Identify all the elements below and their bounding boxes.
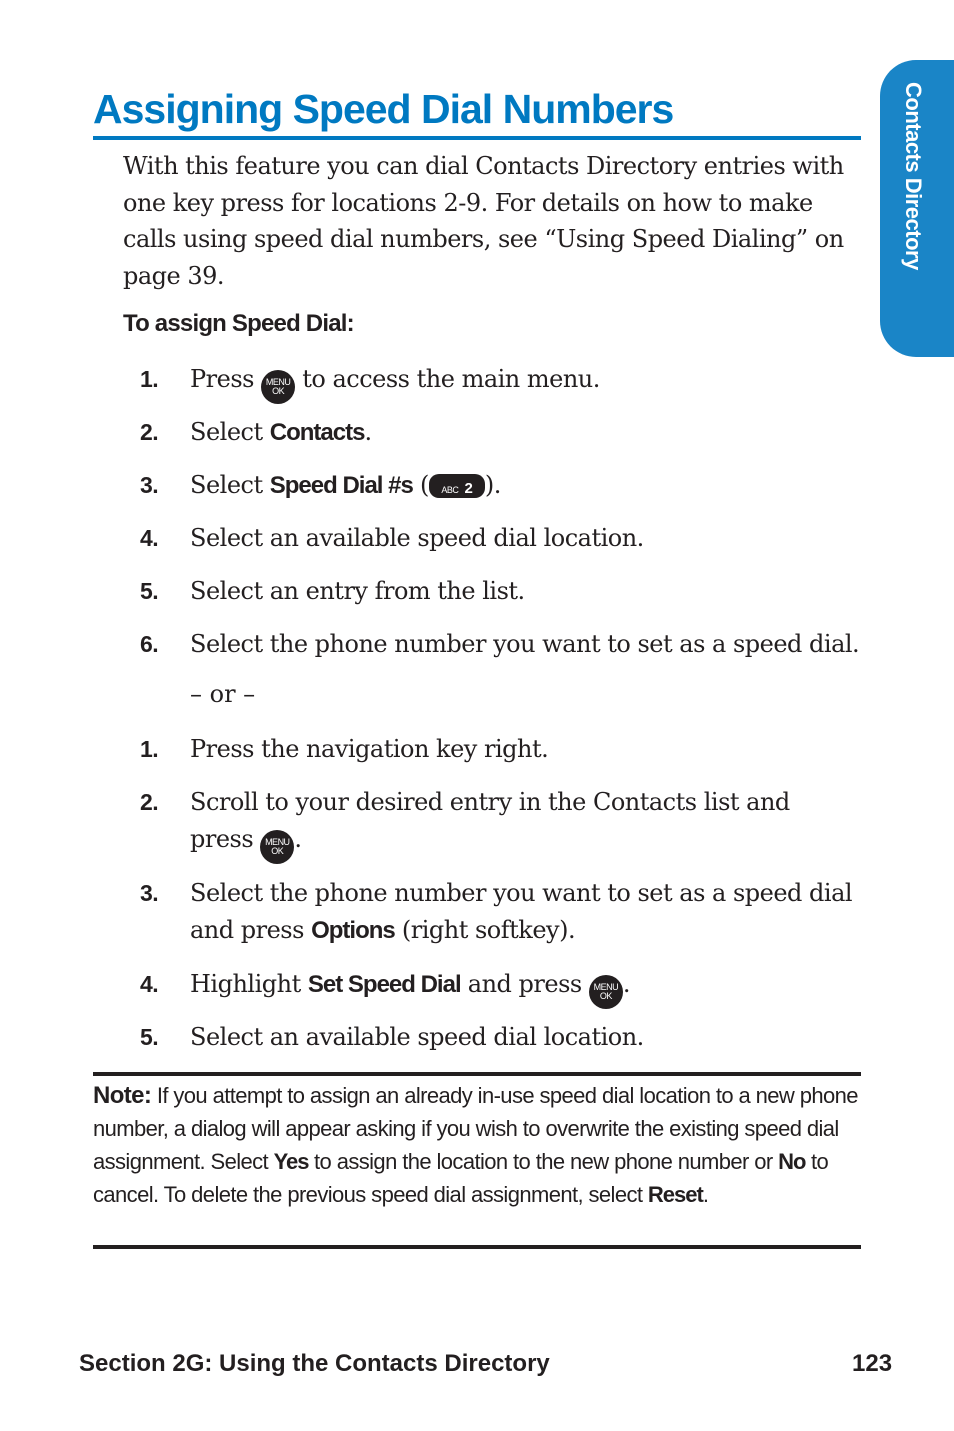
page-title: Assigning Speed Dial Numbers — [93, 84, 861, 140]
menu-ok-key-icon: MENU OK — [260, 830, 294, 864]
section-tab — [880, 60, 954, 357]
step-number: 1. — [140, 736, 159, 762]
step-number: 2. — [140, 789, 159, 815]
step-a5: 5. Select an entry from the list. — [140, 573, 860, 610]
menu-option-speed-dial: Speed Dial #s — [269, 472, 413, 499]
softkey-options: Options — [311, 917, 395, 944]
step-number: 1. — [140, 366, 159, 392]
step-number: 2. — [140, 419, 159, 445]
step-number: 6. — [140, 631, 159, 657]
step-b4: 4. Highlight Set Speed Dial and press MENU OK . — [140, 966, 860, 1009]
step-b3: 3. Select the phone number you want to set as a speed dial and press Options (right softkey). — [140, 875, 860, 949]
menu-ok-key-icon: MENU OK — [589, 975, 623, 1009]
intro-paragraph: With this feature you can dial Contacts Directory entries with one key press for locations 2-9. For details on how to make calls using speed dial numbers, see “Using Speed Dialing” on page 39. — [123, 152, 844, 290]
page-number: 123 — [852, 1350, 893, 1377]
step-number: 3. — [140, 880, 159, 906]
menu-option-set-speed-dial: Set Speed Dial — [307, 971, 461, 998]
step-a1: 1. Press MENU OK to access the main menu. — [140, 361, 860, 404]
note-box: Note: If you attempt to assign an already in-use speed dial location to a new phone number, a dialog will appear asking if you wish to overwrite the existing speed dial assignment. Select Yes to assign the location to the new phone number or No to cancel. To delete the previous speed dial assignment, select Reset. — [93, 1082, 858, 1207]
step-b1: 1. Press the navigation key right. — [140, 731, 860, 768]
procedure-heading: To assign Speed Dial: — [123, 310, 354, 337]
step-a6: 6. Select the phone number you want to set as a speed dial. — [140, 626, 860, 663]
menu-ok-key-icon: MENU OK — [261, 370, 295, 404]
step-number: 4. — [140, 525, 159, 551]
step-a4: 4. Select an available speed dial location. — [140, 520, 860, 557]
or-separator: – or – — [190, 680, 256, 708]
step-b5: 5. Select an available speed dial location. — [140, 1019, 860, 1056]
step-a2: 2. Select Contacts. — [140, 414, 860, 451]
note-label: Note: — [93, 1082, 152, 1109]
step-b2: 2. Scroll to your desired entry in the Contacts list and press MENU OK . — [140, 784, 860, 864]
step-number: 5. — [140, 578, 159, 604]
note-bottom-rule — [93, 1245, 861, 1249]
note-top-rule — [93, 1072, 861, 1076]
step-a3: 3. Select Speed Dial #s ( ABC 2 ). — [140, 467, 860, 504]
section-tab-label: Contacts Directory — [901, 82, 926, 270]
step-number: 3. — [140, 472, 159, 498]
footer-section-title: Section 2G: Using the Contacts Directory — [79, 1350, 550, 1377]
step-number: 5. — [140, 1024, 159, 1050]
menu-option-contacts: Contacts — [269, 419, 365, 446]
step-number: 4. — [140, 971, 159, 997]
abc-2-key-icon: ABC 2 — [429, 474, 485, 498]
